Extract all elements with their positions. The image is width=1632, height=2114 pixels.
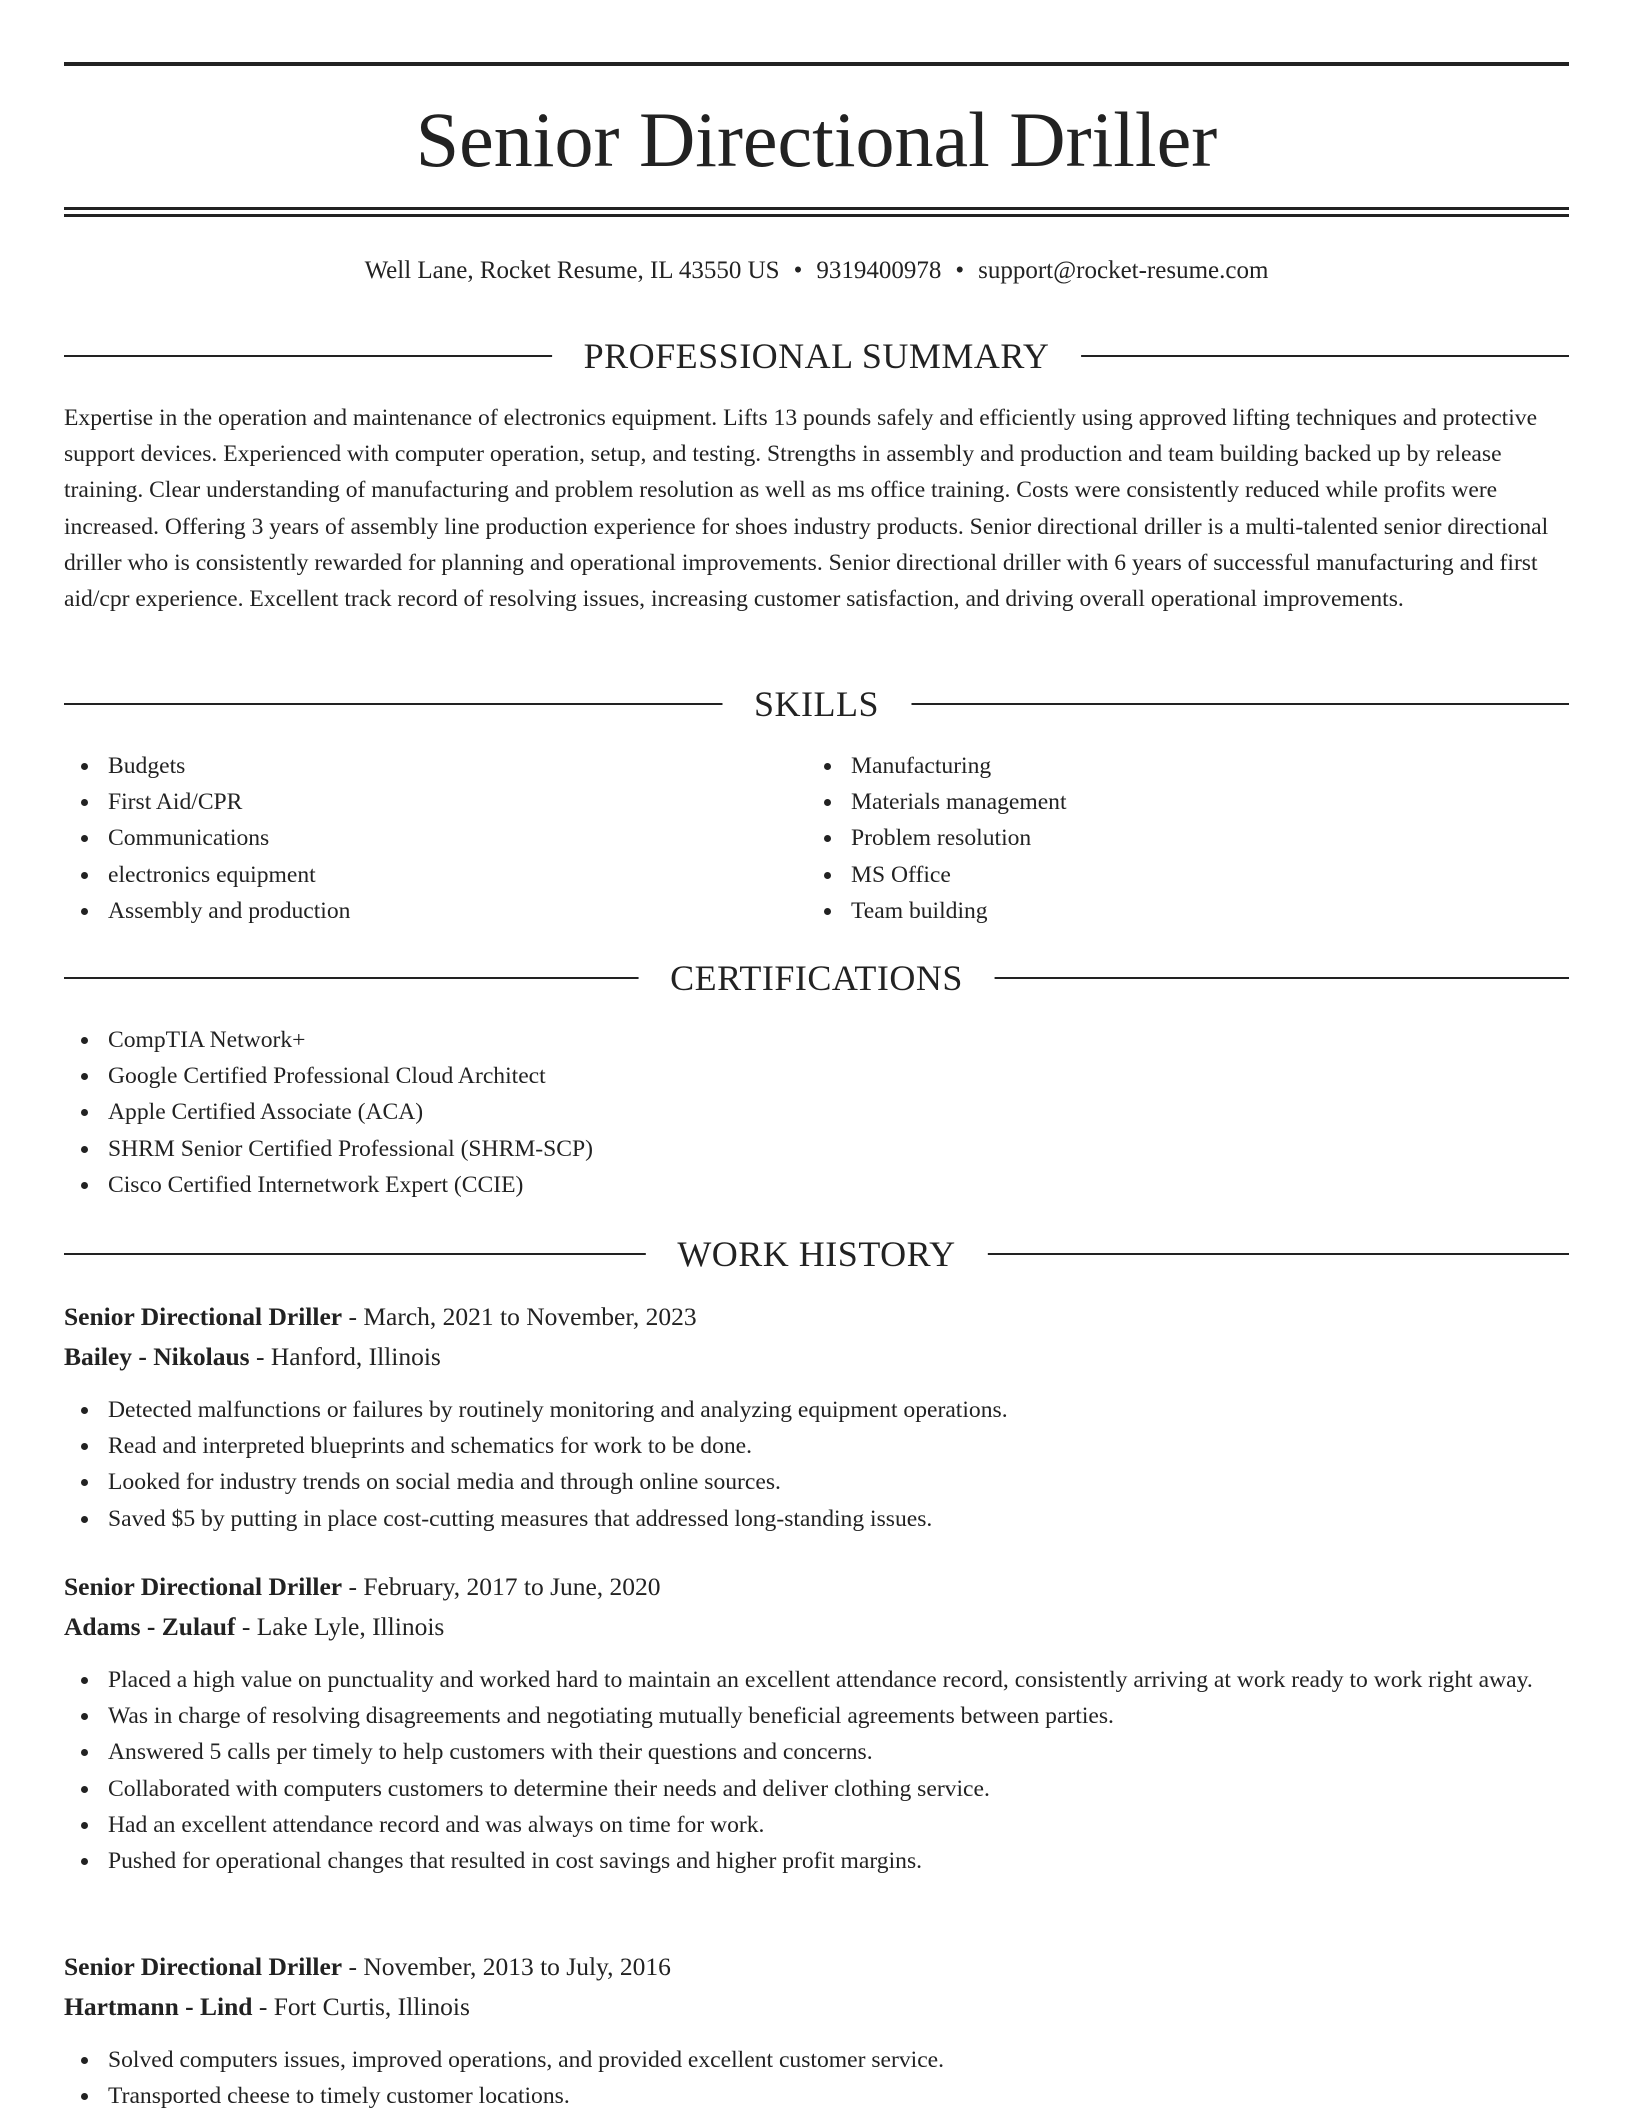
certification-item: Apple Certified Associate (ACA) bbox=[64, 1094, 1569, 1130]
skill-item: Problem resolution bbox=[807, 820, 1567, 856]
skill-item: Materials management bbox=[807, 784, 1567, 820]
job-bullet: Read and interpreted blueprints and schematics for work to be done. bbox=[64, 1428, 1569, 1464]
job-bullet: Solved computers issues, improved operations, and provided excellent customer service. bbox=[64, 2042, 1569, 2078]
job-company-line bbox=[64, 1987, 1569, 2027]
certification-item: Cisco Certified Internetwork Expert (CCIE) bbox=[64, 1167, 1569, 1203]
section-heading-label: SKILLS bbox=[722, 684, 911, 724]
contact-line bbox=[64, 254, 1569, 288]
summary-paragraph: Expertise in the operation and maintenance of electronics equipment. Lifts 13 pounds safely and efficiently using approved lifting techniques and protective support devices. Experienced with computer operation, setup, and testing. Strengths in assembly and production and team building backed up by release training. Clear understanding of manufacturing and problem resolution as well as ms office training. Costs were consistently reduced while profits were increased. Offering 3 years of assembly line production experience for shoes industry products. Senior directional driller is a multi-talented senior directional driller who is consistently rewarded for planning and operational improvements. Senior directional driller with 6 years of successful manufacturing and first aid/cpr experience. Excellent track record of resolving issues, increasing customer satisfaction, and driving overall operational improvements. bbox=[64, 405, 1549, 613]
job-title-line bbox=[64, 1947, 1569, 1987]
title-double-rule bbox=[64, 207, 1569, 217]
resume-title: Senior Directional Driller bbox=[415, 96, 1218, 183]
job-title-line bbox=[64, 1297, 1569, 1337]
skill-item: Team building bbox=[807, 893, 1567, 929]
work-history-section-heading bbox=[64, 1234, 1569, 1274]
job-dates: - March, 2021 to November, 2023 bbox=[342, 1302, 697, 1331]
job-bullet: Had an excellent attendance record and was always on time for work. bbox=[64, 1807, 1569, 1843]
skill-item: MS Office bbox=[807, 857, 1567, 893]
job-company: Adams - Zulauf bbox=[64, 1612, 236, 1641]
job-bullet: Detected malfunctions or failures by routinely monitoring and analyzing equipment operations. bbox=[64, 1392, 1569, 1428]
job-bullet: Answered 5 calls per timely to help customers with their questions and concerns. bbox=[64, 1734, 1569, 1770]
certifications-section-heading bbox=[64, 958, 1569, 998]
skill-item: Assembly and production bbox=[64, 893, 804, 929]
skills-list-left bbox=[64, 748, 804, 929]
job-company: Bailey - Nikolaus bbox=[64, 1342, 250, 1371]
top-rule bbox=[64, 62, 1569, 66]
section-heading-label: CERTIFICATIONS bbox=[638, 958, 995, 998]
job-title-line bbox=[64, 1567, 1569, 1607]
skill-item: First Aid/CPR bbox=[64, 784, 804, 820]
job-bullet: Collaborated with computers customers to determine their needs and deliver clothing service. bbox=[64, 1771, 1569, 1807]
section-heading-label: PROFESSIONAL SUMMARY bbox=[552, 336, 1082, 376]
job-bullets bbox=[64, 2042, 1569, 2114]
skill-item: Communications bbox=[64, 820, 804, 856]
contact-phone: 9319400978 bbox=[816, 257, 942, 284]
section-heading-label: WORK HISTORY bbox=[645, 1234, 987, 1274]
job-location: - Fort Curtis, Illinois bbox=[252, 1992, 470, 2021]
summary-section-heading bbox=[64, 336, 1569, 376]
job-location: - Hanford, Illinois bbox=[249, 1342, 441, 1371]
job-title: Senior Directional Driller bbox=[64, 1302, 343, 1331]
certification-item: CompTIA Network+ bbox=[64, 1022, 1569, 1058]
skill-item: Budgets bbox=[64, 748, 804, 784]
job-bullets bbox=[64, 1392, 1569, 1537]
job-bullet: Looked for industry trends on social media and through online sources. bbox=[64, 1464, 1569, 1500]
skills-list-right bbox=[807, 748, 1567, 929]
job-bullet: Pushed for operational changes that resulted in cost savings and higher profit margins. bbox=[64, 1843, 1569, 1879]
job-dates: - February, 2017 to June, 2020 bbox=[342, 1572, 661, 1601]
job-bullet: Transported cheese to timely customer locations. bbox=[64, 2078, 1569, 2114]
skill-item: electronics equipment bbox=[64, 857, 804, 893]
job-title: Senior Directional Driller bbox=[64, 1572, 343, 1601]
skill-item: Manufacturing bbox=[807, 748, 1567, 784]
job-location: - Lake Lyle, Illinois bbox=[235, 1612, 445, 1641]
job-bullet: Saved $5 by putting in place cost-cutting measures that addressed long-standing issues. bbox=[64, 1501, 1569, 1537]
job-dates: - November, 2013 to July, 2016 bbox=[342, 1952, 671, 1981]
certification-item: Google Certified Professional Cloud Architect bbox=[64, 1058, 1569, 1094]
contact-email: support@rocket-resume.com bbox=[978, 257, 1269, 284]
contact-separator: • bbox=[793, 257, 803, 284]
job-bullet: Was in charge of resolving disagreements and negotiating mutually beneficial agreements between parties. bbox=[64, 1698, 1569, 1734]
certification-item: SHRM Senior Certified Professional (SHRM-SCP) bbox=[64, 1131, 1569, 1167]
certifications-list bbox=[64, 1022, 1569, 1203]
job-company-line bbox=[64, 1607, 1569, 1647]
job-bullets bbox=[64, 1662, 1569, 1879]
contact-address: Well Lane, Rocket Resume, IL 43550 US bbox=[364, 257, 780, 284]
job-company-line bbox=[64, 1337, 1569, 1377]
skills-section-heading bbox=[64, 684, 1569, 724]
job-title: Senior Directional Driller bbox=[64, 1952, 343, 1981]
job-bullet: Placed a high value on punctuality and worked hard to maintain an excellent attendance record, consistently arriving at work ready to work right away. bbox=[64, 1662, 1569, 1698]
contact-separator: • bbox=[955, 257, 965, 284]
job-company: Hartmann - Lind bbox=[64, 1992, 253, 2021]
